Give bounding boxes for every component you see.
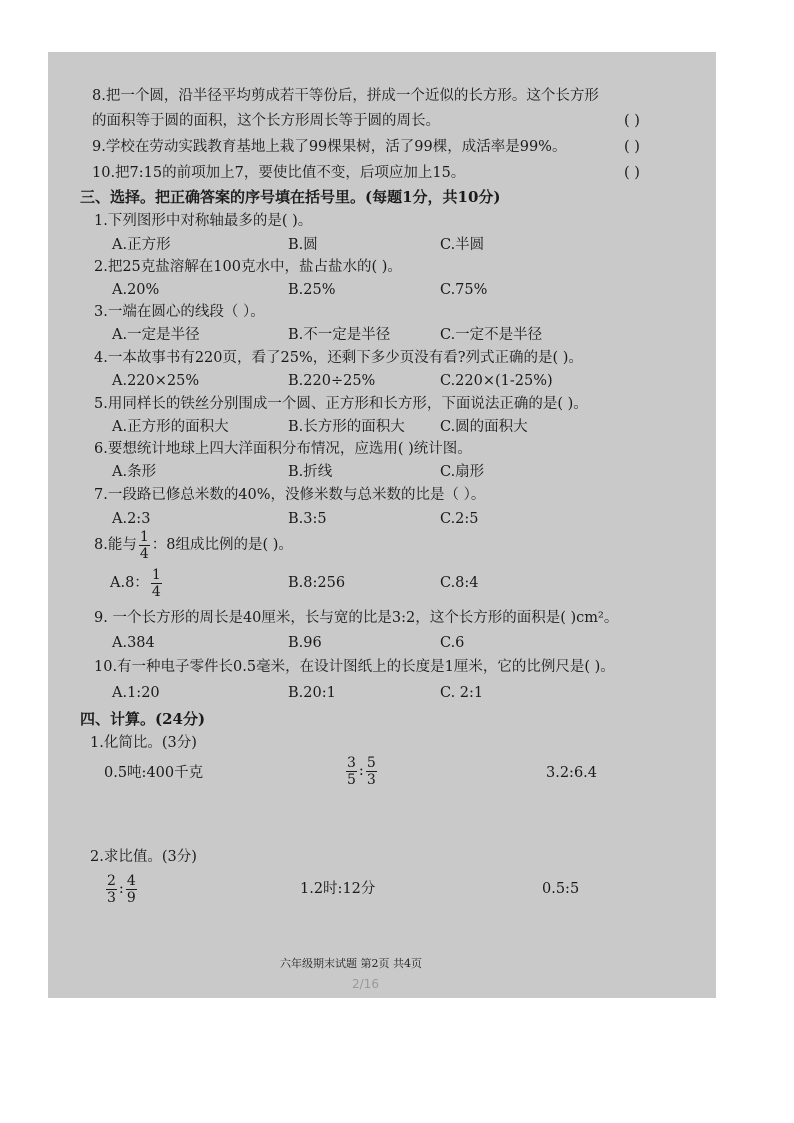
fraction-two-thirds: $\frac{2}{3}$: [107, 872, 116, 906]
exam-page: [48, 52, 716, 998]
mc-q7-stem: 7.一段路已修总米数的40%，没修米数与总米数的比是（ ）。: [94, 487, 486, 503]
mc-q4-option-b[interactable]: B.220÷25%: [288, 373, 376, 389]
mc-q4-option-a[interactable]: A.220×25%: [112, 373, 200, 389]
mc-q5-option-c[interactable]: C.圆的面积大: [440, 419, 528, 435]
ratio-value-3: 0.5:5: [542, 881, 580, 897]
simplify-ratio-1: 0.5吨:400千克: [104, 765, 204, 781]
mc-q7-option-b[interactable]: B.3:5: [288, 511, 327, 527]
mc-q7-option-c[interactable]: C.2:5: [440, 511, 479, 527]
mc-q6-option-c[interactable]: C.扇形: [440, 464, 485, 480]
mc-q5-option-a[interactable]: A.正方形的面积大: [112, 419, 229, 435]
mc-q10-option-a[interactable]: A.1:20: [112, 685, 160, 701]
mc-q3-stem: 3.一端在圆心的线段（ ）。: [94, 304, 265, 320]
fraction-three-fifths: $\frac{3}{5}$: [347, 754, 356, 788]
mc-q8-option-c[interactable]: C.8:4: [440, 575, 479, 591]
mc-q3-option-b[interactable]: B.不一定是半径: [288, 327, 391, 343]
mc-q8-option-a[interactable]: A.8： $\frac{1}{4}$: [110, 566, 161, 600]
mc-q2-option-c[interactable]: C.75%: [440, 282, 488, 298]
calc-sub1-title: 1.化简比。(3分): [90, 735, 197, 751]
mc-q10-stem: 10.有一种电子零件长0.5毫米，在设计图纸上的长度是1厘米，它的比例尺是( )。: [94, 659, 615, 675]
section3-heading: 三、选择。把正确答案的序号填在括号里。(每题1分，共10分): [80, 188, 501, 206]
mc-q6-stem: 6.要想统计地球上四大洋面积分布情况，应选用( )统计图。: [94, 441, 472, 457]
mc-q4-option-c[interactable]: C.220×(1-25%): [440, 373, 553, 389]
judge-q9-answer-paren[interactable]: ( ): [624, 139, 640, 155]
mc-q2-option-a[interactable]: A.20%: [112, 282, 160, 298]
mc-q4-stem: 4.一本故事书有220页，看了25%，还剩下多少页没有看?列式正确的是( )。: [94, 350, 583, 366]
judge-q10: 10.把7:15的前项加上7，要使比值不变，后项应加上15。: [92, 165, 466, 181]
mc-q2-option-b[interactable]: B.25%: [288, 282, 336, 298]
mc-q3-option-c[interactable]: C.一定不是半径: [440, 327, 543, 343]
mc-q1-option-b[interactable]: B.圆: [288, 237, 318, 253]
section4-heading: 四、计算。(24分): [80, 710, 206, 728]
mc-q8-option-b[interactable]: B.8:256: [288, 575, 346, 591]
mc-q9-stem: 9. 一个长方形的周长是40厘米，长与宽的比是3:2，这个长方形的面积是( )cm²。: [94, 610, 619, 626]
mc-q6-option-a[interactable]: A.条形: [112, 464, 157, 480]
mc-q1-stem: 1.下列图形中对称轴最多的是( )。: [94, 213, 313, 229]
mc-q7-option-a[interactable]: A.2:3: [112, 511, 151, 527]
fraction-one-quarter: $\frac{1}{4}$: [139, 528, 149, 562]
mc-q5-option-b[interactable]: B.长方形的面积大: [288, 419, 405, 435]
simplify-ratio-3: 3.2:6.4: [546, 765, 598, 781]
mc-q6-option-b[interactable]: B.折线: [288, 464, 333, 480]
mc-q9-option-a[interactable]: A.384: [112, 635, 155, 651]
fraction-five-thirds: $\frac{5}{3}$: [366, 754, 376, 788]
simplify-ratio-2: $\frac{3}{5}$ : $\frac{5}{3}$: [347, 754, 376, 788]
mc-q9-option-b[interactable]: B.96: [288, 635, 322, 651]
mc-q1-option-c[interactable]: C.半圆: [440, 237, 485, 253]
mc-q10-option-c[interactable]: C. 2:1: [440, 685, 484, 701]
mc-q2-stem: 2.把25克盐溶解在100克水中，盐占盐水的( )。: [94, 259, 402, 275]
judge-q10-answer-paren[interactable]: ( ): [624, 165, 640, 181]
mc-q9-option-c[interactable]: C.6: [440, 635, 465, 651]
ratio-value-1: $\frac{2}{3}$ : $\frac{4}{9}$: [107, 872, 136, 906]
page-footer: 六年级期末试题 第2页 共4页: [280, 957, 422, 970]
page-indicator: 2/16: [352, 977, 379, 991]
mc-q1-option-a[interactable]: A.正方形: [112, 237, 171, 253]
judge-q8-answer-paren[interactable]: ( ): [624, 113, 640, 129]
fraction-four-ninths: $\frac{4}{9}$: [126, 872, 136, 906]
mc-q8-stem: 8.能与 $\frac{1}{4}$ ：8组成比例的是( )。: [94, 528, 293, 562]
mc-q5-stem: 5.用同样长的铁丝分别围成一个圆、正方形和长方形，下面说法正确的是( )。: [94, 396, 588, 412]
ratio-value-2: 1.2时:12分: [300, 881, 376, 897]
calc-sub2-title: 2.求比值。(3分): [90, 849, 197, 865]
fraction-one-quarter: $\frac{1}{4}$: [151, 566, 161, 600]
mc-q3-option-a[interactable]: A.一定是半径: [112, 327, 200, 343]
mc-q10-option-b[interactable]: B.20:1: [288, 685, 336, 701]
judge-q8-line2: 的面积等于圆的面积，这个长方形周长等于圆的周长。: [92, 113, 440, 129]
judge-q8-line1: 8.把一个圆，沿半径平均剪成若干等份后，拼成一个近似的长方形。这个长方形: [92, 88, 599, 104]
judge-q9: 9.学校在劳动实践教育基地上栽了99棵果树，活了99棵，成活率是99%。: [92, 139, 567, 155]
